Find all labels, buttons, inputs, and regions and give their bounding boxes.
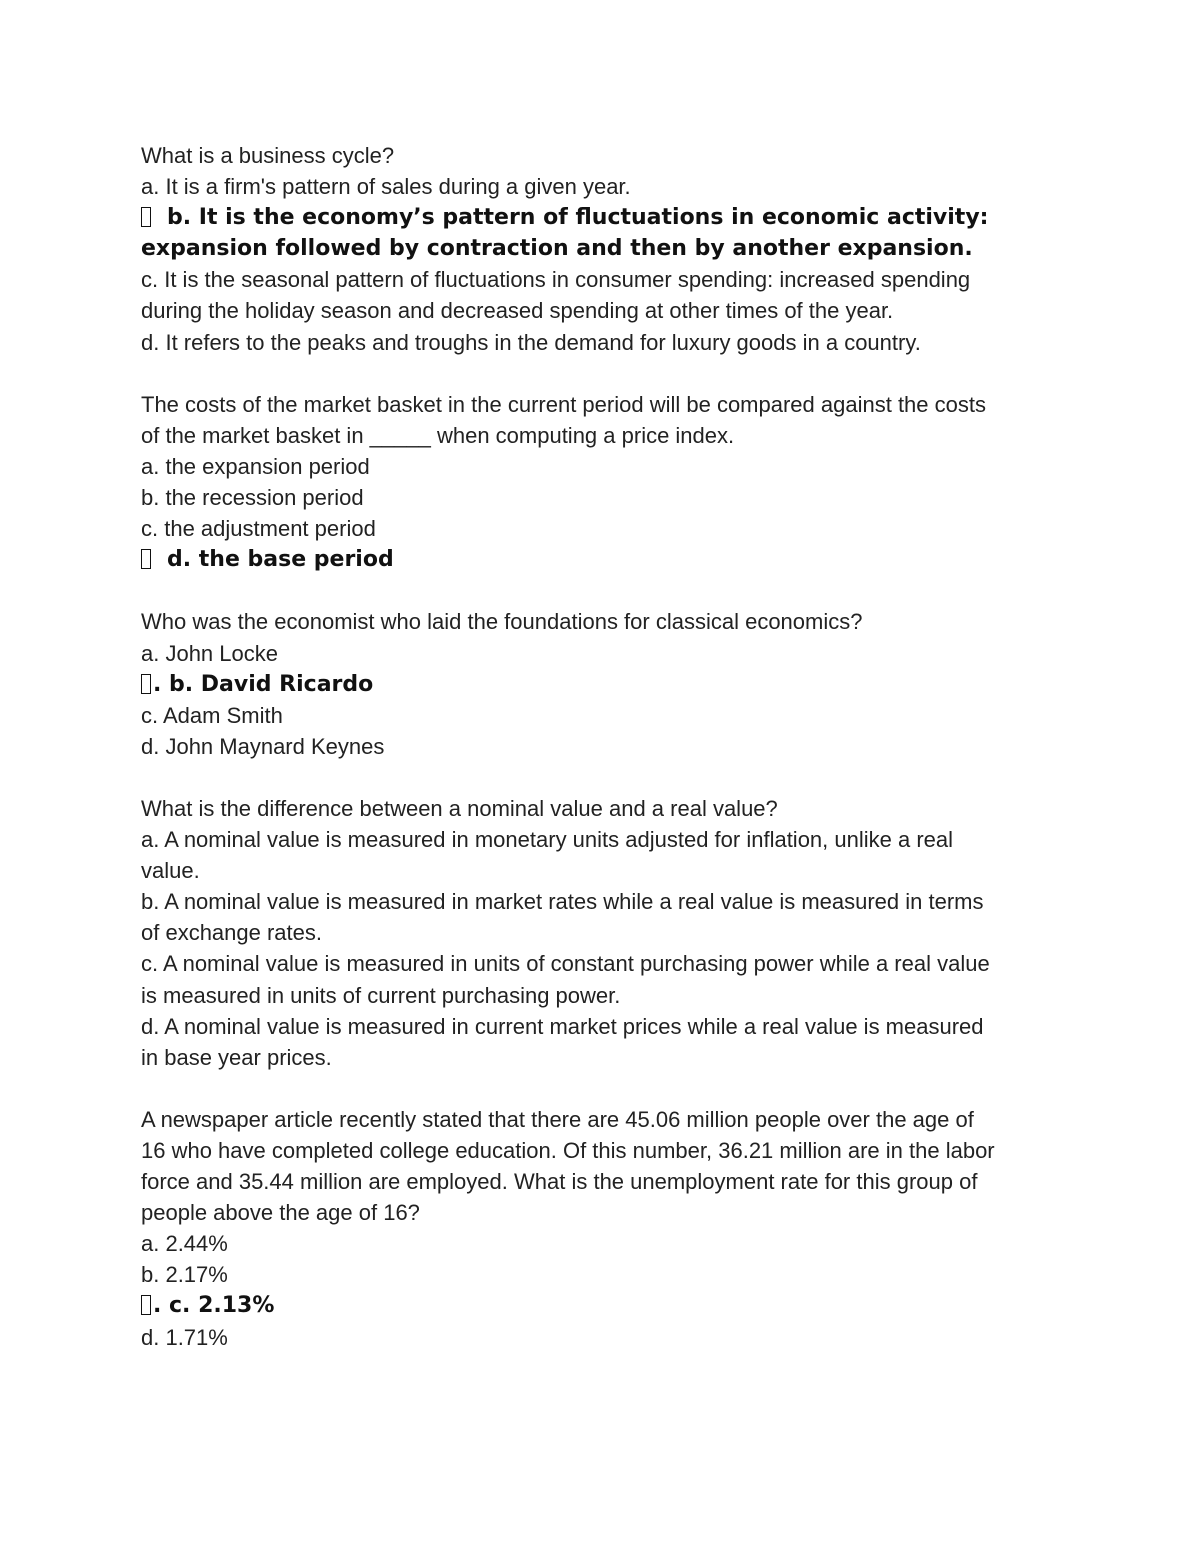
question-1-option-b-line2: expansion followed by contraction and then by another expansion.	[141, 236, 973, 262]
question-3-option-a: a. John Locke	[141, 640, 278, 666]
question-5-prompt-line4: people above the age of 16?	[141, 1200, 420, 1226]
paragraph-gap	[141, 762, 1061, 793]
question-2-option-a: a. the expansion period	[141, 453, 370, 479]
question-4-option-d-line1: d. A nominal value is measured in current market prices while a real value is measured	[141, 1013, 984, 1039]
checkbox-icon	[141, 549, 151, 569]
question-5-option-c-correct	[141, 1290, 1061, 1321]
question-3-option-d: d. John Maynard Keynes	[141, 733, 385, 759]
question-5-option-c-text: . c. 2.13%	[153, 1293, 275, 1319]
question-3-option-b-text: . b. David Ricardo	[153, 671, 374, 697]
question-2	[141, 389, 1061, 576]
question-4-option-b-line2: of exchange rates.	[141, 920, 323, 946]
question-3-option-b-correct	[141, 669, 1061, 700]
question-1-option-a: a. It is a firm's pattern of sales during a given year.	[141, 174, 631, 200]
question-5-prompt-line2: 16 who have completed college education. Of this number, 36.21 million are in the labor	[141, 1138, 995, 1163]
question-5-prompt-line1: A newspaper article recently stated that there are 45.06 million people over the age of	[141, 1106, 974, 1132]
question-4-option-c-line1: c. A nominal value is measured in units of constant purchasing power while a real value	[141, 951, 990, 977]
question-4	[141, 793, 1061, 1073]
paragraph-gap	[141, 358, 1061, 389]
paragraph-gap	[141, 1073, 1061, 1104]
question-3-option-c: c. Adam Smith	[141, 702, 283, 728]
question-1-option-c-line1: c. It is the seasonal pattern of fluctuations in consumer spending: increased spending	[141, 267, 971, 293]
question-1-option-b-correct	[141, 202, 1061, 233]
question-5-prompt-line3: force and 35.44 million are employed. What is the unemployment rate for this group of	[141, 1169, 978, 1195]
question-3-prompt: Who was the economist who laid the foundations for classical economics?	[141, 609, 863, 635]
checkbox-icon	[141, 674, 151, 694]
question-2-option-d-text: d. the base period	[167, 547, 394, 573]
question-2-prompt-line2: of the market basket in _____ when computing a price index.	[141, 422, 735, 448]
question-4-option-a-line1: a. A nominal value is measured in monetary units adjusted for inflation, unlike a real	[141, 827, 954, 853]
document-page	[141, 140, 1061, 1353]
question-1-option-d: d. It refers to the peaks and troughs in the demand for luxury goods in a country.	[141, 329, 921, 355]
question-4-option-a-line2: value.	[141, 858, 200, 884]
checkbox-icon	[141, 1295, 151, 1315]
question-4-prompt: What is the difference between a nominal value and a real value?	[141, 795, 778, 821]
question-5-option-b: b. 2.17%	[141, 1262, 228, 1288]
question-1-option-c-line2: during the holiday season and decreased spending at other times of the year.	[141, 298, 894, 324]
question-4-option-b-line1: b. A nominal value is measured in market rates while a real value is measured in terms	[141, 889, 984, 915]
question-2-option-b: b. the recession period	[141, 485, 364, 511]
question-3	[141, 606, 1061, 761]
question-2-prompt-line1: The costs of the market basket in the current period will be compared against the costs	[141, 391, 986, 417]
question-5-option-d: d. 1.71%	[141, 1324, 228, 1350]
question-4-option-d-line2: in base year prices.	[141, 1044, 332, 1070]
question-1-prompt: What is a business cycle?	[141, 143, 395, 168]
question-1-option-b-line1: b. It is the economy’s pattern of fluctuations in economic activity:	[167, 205, 989, 231]
question-2-option-c: c. the adjustment period	[141, 516, 376, 542]
question-5	[141, 1104, 1061, 1353]
checkbox-icon	[141, 207, 151, 227]
question-4-option-c-line2: is measured in units of current purchasing power.	[141, 982, 621, 1008]
paragraph-gap	[141, 575, 1061, 606]
question-1	[141, 140, 1061, 358]
question-5-option-a: a. 2.44%	[141, 1231, 228, 1257]
question-2-option-d-correct	[141, 544, 1061, 575]
